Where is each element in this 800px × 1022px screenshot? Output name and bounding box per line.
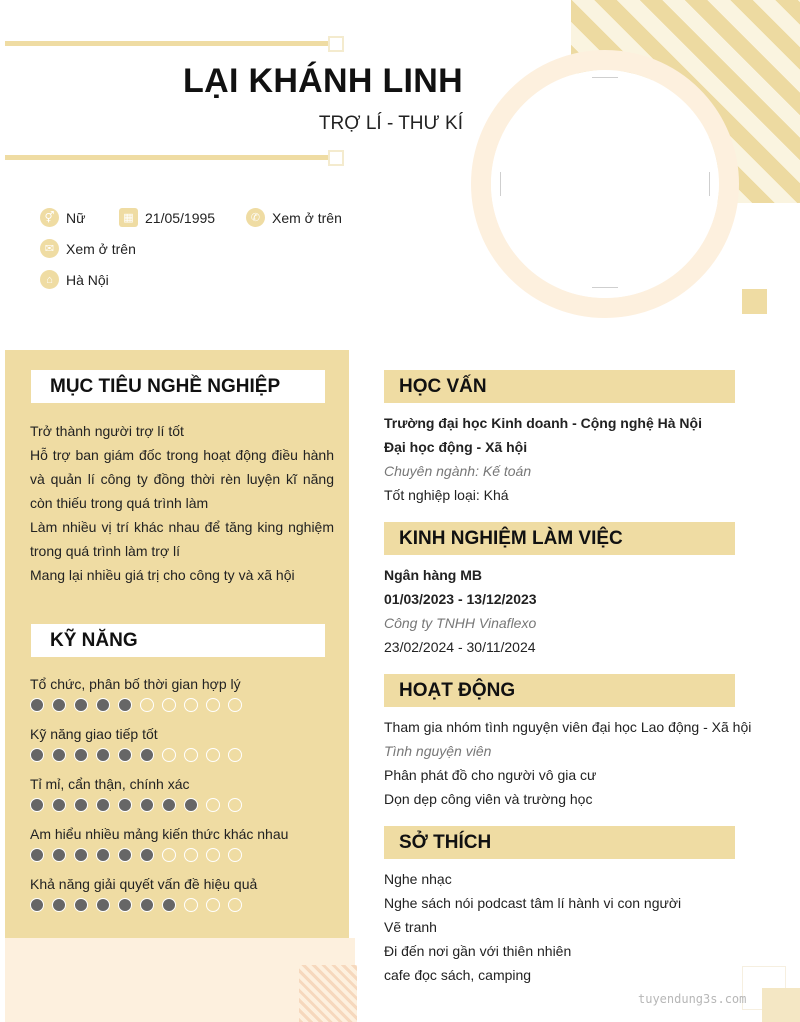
skill-name: Kỹ năng giao tiếp tốt (30, 726, 158, 742)
contact-birthday (119, 208, 215, 227)
objective-line: Trở thành người trợ lí tốt (30, 423, 184, 439)
rating-dot-filled (74, 798, 88, 812)
contact-address (40, 270, 109, 289)
watermark-square (762, 988, 800, 1022)
photo-crop-mark (592, 77, 618, 78)
objective-heading: MỤC TIÊU NGHỀ NGHIỆP (31, 370, 325, 403)
home-icon: ⌂ (40, 270, 59, 289)
rating-dot-empty (184, 898, 198, 912)
experience-section (384, 563, 784, 659)
rating-dot-filled (52, 698, 66, 712)
school-name-2: Đại học động - Xã hội (384, 439, 528, 455)
watermark: tuyendung3s.com (638, 992, 747, 1006)
rating-dot-filled (162, 898, 176, 912)
rating-dot-filled (118, 748, 132, 762)
rating-dot-empty (228, 848, 242, 862)
rating-dot-filled (140, 848, 154, 862)
education-heading: HỌC VẤN (384, 370, 735, 403)
objective-line: Hỗ trợ ban giám đốc trong hoạt động điều hành và quản lí công ty đồng thời rèn luyện kĩ năng còn thiếu trong quá trình làm (30, 447, 334, 511)
hobbies-section (384, 867, 784, 987)
rating-dot-filled (52, 848, 66, 862)
rating-dot-filled (96, 848, 110, 862)
contact-phone (246, 208, 342, 227)
birthday-value: 21/05/1995 (145, 209, 216, 226)
header-rule-cap (328, 36, 344, 52)
rating-dot-empty (228, 748, 242, 762)
rating-dot-filled (52, 798, 66, 812)
gender-value: Nữ (66, 209, 86, 226)
education-section (384, 411, 784, 507)
hobby-item: Nghe sách nói podcast tâm lí hành vi con người (384, 895, 682, 911)
rating-dot-filled (30, 848, 44, 862)
rating-dot-filled (118, 698, 132, 712)
skill-name: Am hiểu nhiều mảng kiến thức khác nhau (30, 826, 289, 842)
hobbies-heading: SỞ THÍCH (384, 826, 735, 859)
skill-name: Khả năng giải quyết vấn đề hiệu quả (30, 876, 258, 892)
company-name: Ngân hàng MB (384, 567, 482, 583)
objective-line: Làm nhiều vị trí khác nhau để tăng king nghiệm trong quá trình làm trợ lí (30, 519, 334, 559)
rating-dot-empty (140, 698, 154, 712)
work-period-2: 23/02/2024 - 30/11/2024 (384, 639, 536, 655)
hobby-item: cafe đọc sách, camping (384, 967, 532, 983)
activity-role: Tình nguyện viên (384, 743, 492, 759)
contact-gender (40, 208, 85, 227)
activity-task: Dọn dẹp công viên và trường học (384, 791, 593, 807)
experience-heading: KINH NGHIỆM LÀM VIỆC (384, 522, 735, 555)
objective-line: Mang lại nhiều giá trị cho công ty và xã hội (30, 567, 295, 583)
photo-crop-mark (592, 287, 618, 288)
skill-name: Tỉ mỉ, cẩn thận, chính xác (30, 776, 190, 792)
rating-dot-filled (30, 698, 44, 712)
skill-rating (30, 898, 330, 912)
phone-value: Xem ở trên (272, 209, 342, 226)
activities-heading: HOẠT ĐỘNG (384, 674, 735, 707)
photo-crop-mark (500, 172, 501, 196)
major: Chuyên ngành: Kế toán (384, 463, 532, 479)
hobby-item: Đi đến nơi gần với thiên nhiên (384, 943, 572, 959)
corner-stripe-pattern (299, 965, 357, 1022)
gender-icon: ⚥ (40, 208, 59, 227)
calendar-icon: ▦ (119, 208, 138, 227)
rating-dot-empty (162, 698, 176, 712)
candidate-name: LẠI KHÁNH LINH (183, 62, 463, 100)
rating-dot-empty (206, 898, 220, 912)
rating-dot-filled (140, 898, 154, 912)
rating-dot-empty (206, 798, 220, 812)
company-name-2: Công ty TNHH Vinaflexo (384, 615, 537, 631)
hobby-item: Nghe nhạc (384, 871, 452, 887)
skill-item (30, 676, 330, 712)
rating-dot-filled (96, 798, 110, 812)
rating-dot-filled (74, 748, 88, 762)
rating-dot-filled (74, 698, 88, 712)
email-icon: ✉ (40, 239, 59, 258)
email-value: Xem ở trên (66, 240, 136, 257)
school-name: Trường đại học Kinh doanh - Cộng nghệ Hà Nội (384, 415, 702, 431)
skill-rating (30, 848, 330, 862)
rating-dot-filled (52, 898, 66, 912)
rating-dot-filled (118, 848, 132, 862)
rating-dot-filled (118, 798, 132, 812)
skill-rating (30, 748, 330, 762)
rating-dot-empty (162, 748, 176, 762)
rating-dot-filled (96, 748, 110, 762)
rating-dot-filled (30, 748, 44, 762)
phone-icon: ✆ (246, 208, 265, 227)
rating-dot-filled (118, 898, 132, 912)
header-rule-cap (328, 150, 344, 166)
rating-dot-empty (206, 848, 220, 862)
rating-dot-filled (52, 748, 66, 762)
rating-dot-filled (184, 798, 198, 812)
hobby-item: Vẽ tranh (384, 919, 437, 935)
skill-item (30, 776, 330, 812)
address-value: Hà Nội (66, 271, 109, 288)
rating-dot-empty (228, 898, 242, 912)
graduation: Tốt nghiệp loại: Khá (384, 487, 509, 503)
rating-dot-empty (184, 698, 198, 712)
rating-dot-filled (96, 698, 110, 712)
skill-item (30, 726, 330, 762)
objective-text (30, 419, 334, 587)
rating-dot-filled (140, 748, 154, 762)
skills-heading: KỸ NĂNG (31, 624, 325, 657)
skill-item (30, 876, 330, 912)
photo-crop-mark (709, 172, 710, 196)
activity-org: Tham gia nhóm tình nguyện viên đại học Lao động - Xã hội (384, 719, 752, 735)
rating-dot-empty (228, 698, 242, 712)
rating-dot-empty (206, 748, 220, 762)
skill-item (30, 826, 330, 862)
rating-dot-filled (74, 848, 88, 862)
candidate-title: TRỢ LÍ - THƯ KÍ (318, 113, 463, 134)
activities-section (384, 715, 784, 811)
header-rule-bottom (5, 155, 332, 160)
rating-dot-empty (184, 848, 198, 862)
skill-rating (30, 798, 330, 812)
work-period: 01/03/2023 - 13/12/2023 (384, 591, 537, 607)
rating-dot-filled (96, 898, 110, 912)
skill-name: Tổ chức, phân bố thời gian hợp lý (30, 676, 241, 692)
rating-dot-filled (162, 798, 176, 812)
rating-dot-filled (30, 798, 44, 812)
header-rule-top (5, 41, 332, 46)
rating-dot-empty (228, 798, 242, 812)
rating-dot-filled (30, 898, 44, 912)
contact-email (40, 239, 136, 258)
rating-dot-filled (74, 898, 88, 912)
rating-dot-empty (162, 848, 176, 862)
rating-dot-empty (206, 698, 220, 712)
activity-task: Phân phát đồ cho người vô gia cư (384, 767, 597, 783)
decor-square (742, 289, 767, 314)
skill-rating (30, 698, 330, 712)
profile-photo[interactable] (491, 70, 719, 298)
rating-dot-filled (140, 798, 154, 812)
rating-dot-empty (184, 748, 198, 762)
